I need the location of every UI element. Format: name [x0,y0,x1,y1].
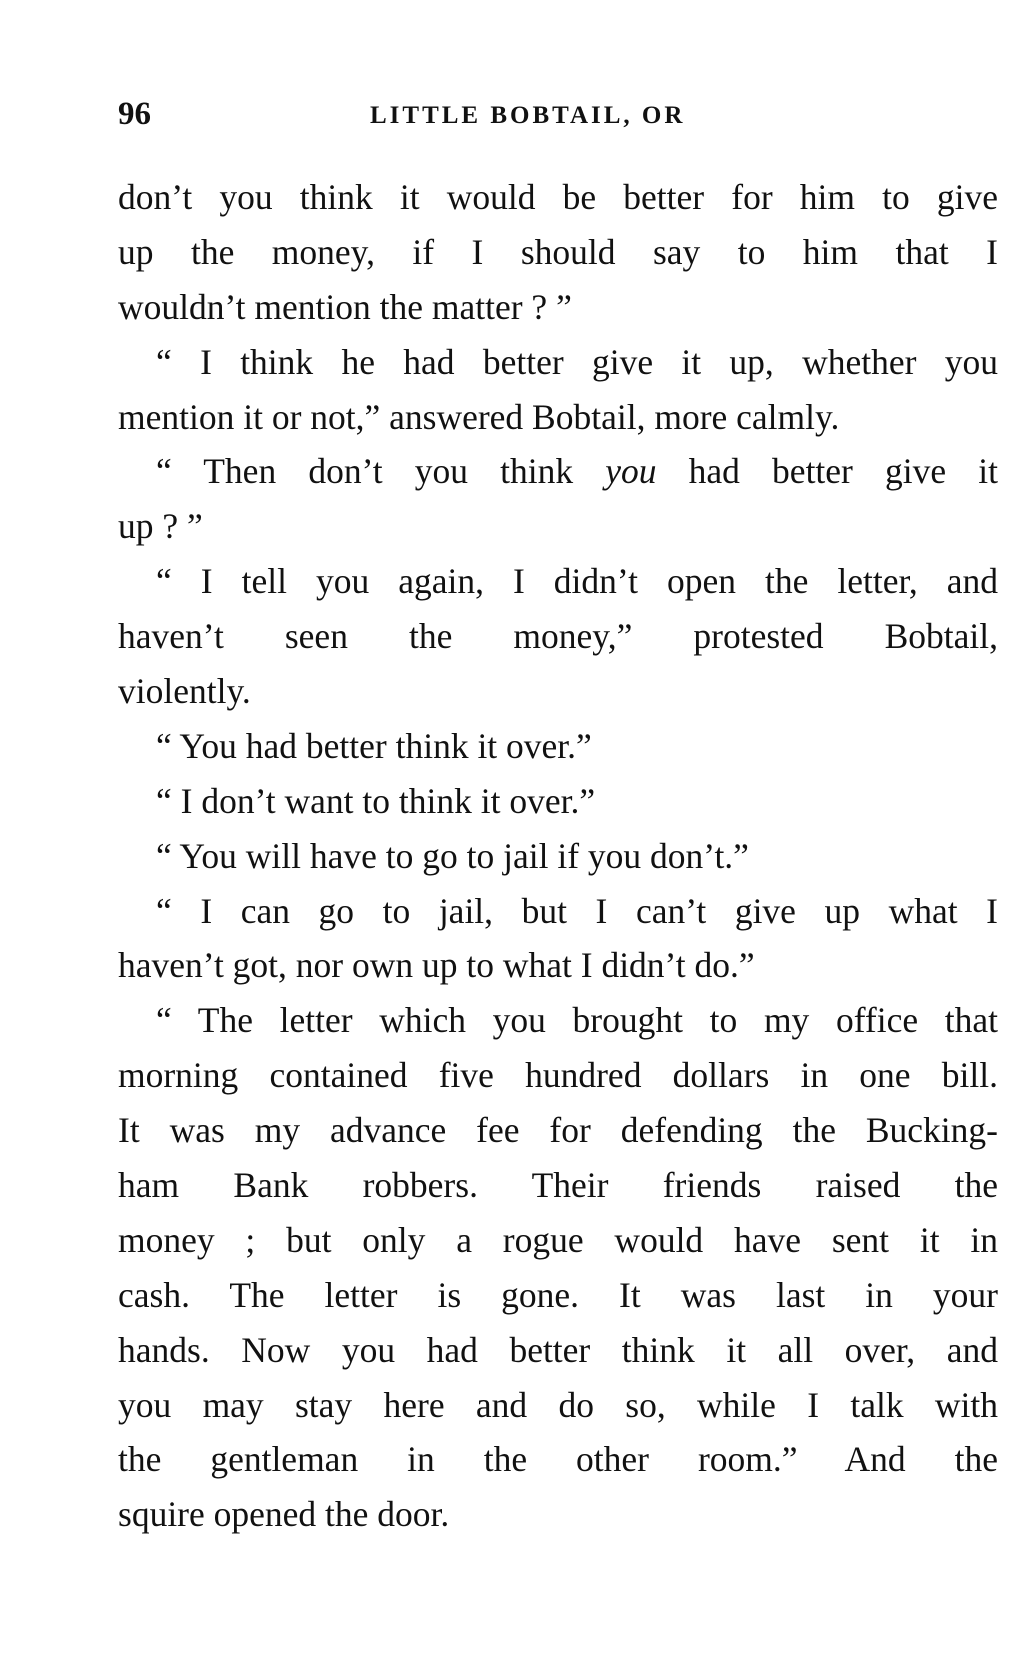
text-segment: “ Then don’t you think [156,451,606,492]
text-line: don’t you think it would be better for him to give [118,177,998,217]
text-line: the gentleman in the other room.” And the [118,1439,998,1480]
text-line: morning contained five hundred dollars in one bill. [118,1055,998,1096]
text-line [118,444,998,499]
body-text [118,170,998,1542]
text-line: “ You will have to go to jail if you don’t.” [156,835,749,876]
italic-word: you [605,451,657,492]
text-line: “ I can go to jail, but I can’t give up what I [156,890,998,931]
text-line: you may stay here and do so, while I talk with [118,1384,998,1425]
text-line: “ You had better think it over.” [156,725,592,766]
text-line: squire opened the door. [118,1494,450,1535]
text-line: mention it or not,” answered Bobtail, more calmly. [118,396,840,437]
text-line: haven’t seen the money,” protested Bobtail, [118,616,998,657]
text-line: ham Bank robbers. Their friends raised the [118,1165,998,1206]
text-segment: had better give it [656,451,998,492]
text-line: hands. Now you had better think it all over, and [118,1329,998,1370]
text-line: up the money, if I should say to him that I [118,231,998,272]
text-line: “ I tell you again, I didn’t open the letter, and [156,561,998,602]
page-header [118,96,962,144]
text-line: “ I don’t want to think it over.” [156,780,596,821]
text-line: violently. [118,671,251,712]
running-title: LITTLE BOBTAIL, OR [370,102,686,129]
page-number: 96 [118,96,151,132]
text-line: cash. The letter is gone. It was last in your [118,1274,998,1315]
text-line: wouldn’t mention the matter ? ” [118,286,572,327]
text-line: It was my advance fee for defending the Bucking- [118,1110,998,1151]
text-line: “ I think he had better give it up, whether you [156,341,998,382]
text-line: money ; but only a rogue would have sent it in [118,1219,998,1260]
text-line: “ The letter which you brought to my office that [156,1000,998,1041]
text-line: haven’t got, nor own up to what I didn’t do.” [118,945,755,986]
text-line: up ? ” [118,506,203,547]
